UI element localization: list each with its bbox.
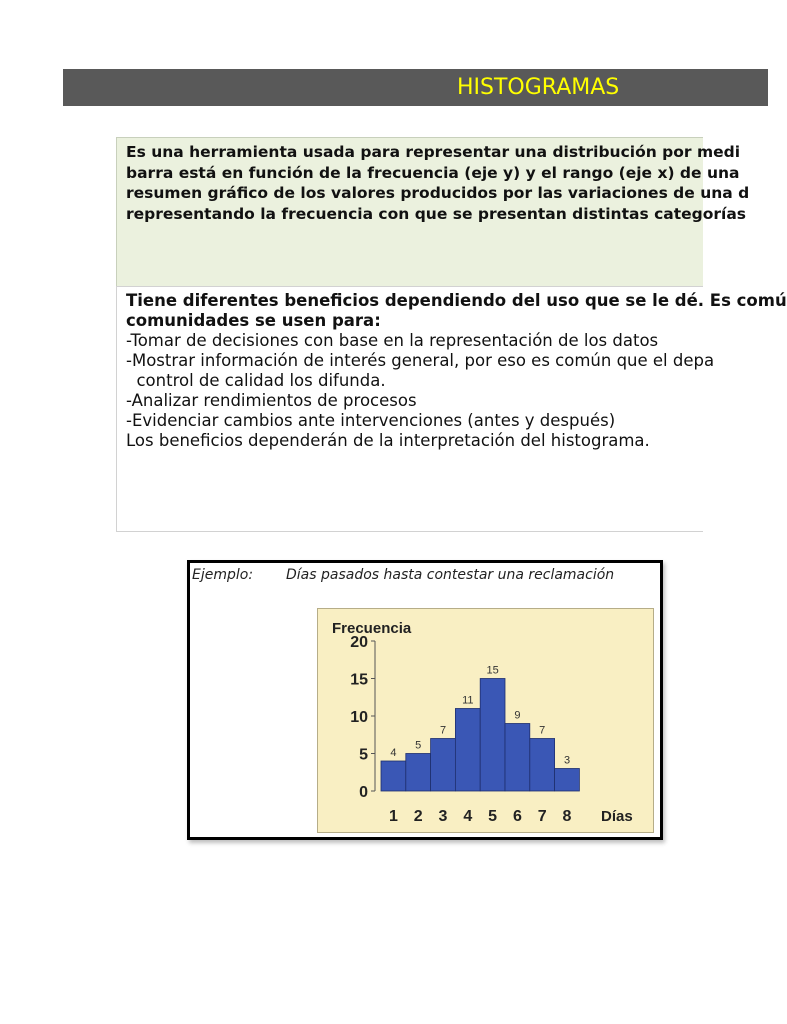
x-tick-label: 6 (512, 808, 522, 825)
bar-value-label: 11 (462, 694, 474, 707)
x-tick-label: 5 (488, 808, 498, 825)
benefits-conclusion: Los beneficios dependerán de la interpretación del histograma. (126, 431, 650, 450)
bar-value-label: 3 (563, 754, 571, 767)
benefit-item: -Tomar de decisiones con base en la representación de los datos (126, 331, 659, 350)
benefit-item: control de calidad los difunda. (126, 371, 386, 390)
histogram-svg (318, 609, 653, 832)
bar-value-label: 5 (415, 739, 422, 752)
example-label: Ejemplo: (192, 567, 254, 583)
y-tick-label: 10 (350, 709, 368, 726)
y-tick-label: 15 (350, 671, 368, 689)
example-caption: Días pasados hasta contestar una reclamación (286, 567, 615, 583)
title-bar (63, 69, 768, 106)
histogram-chart (317, 608, 654, 833)
benefit-item: -Analizar rendimientos de procesos (126, 391, 417, 410)
histogram-bar (505, 724, 530, 792)
histogram-bar (455, 709, 480, 792)
bar-value-label: 7 (439, 724, 447, 737)
x-axis-label: Días (601, 808, 633, 825)
benefit-item: -Mostrar información de interés general, por eso es común que el depa (126, 351, 715, 370)
bar-value-label: 4 (390, 747, 397, 759)
x-tick-label: 7 (537, 808, 547, 825)
bar-value-label: 9 (514, 709, 521, 722)
histogram-bar (381, 761, 406, 791)
definition-line: barra está en función de la frecuencia (eje y) y el rango (eje x) de una (126, 163, 740, 182)
bar-value-label: 7 (539, 724, 546, 737)
x-tick-label: 8 (562, 808, 572, 825)
x-tick-label: 1 (388, 808, 398, 825)
y-axis-label: Frecuencia (332, 620, 412, 637)
x-tick-label: 2 (413, 808, 423, 825)
y-tick-label: 20 (350, 634, 368, 651)
histogram-bar (406, 754, 431, 792)
definition-line: resumen gráfico de los valores producidos por las variaciones de una d (126, 184, 750, 202)
y-tick-label: 0 (359, 784, 368, 801)
definition-line: representando la frecuencia con que se presentan distintas categorías (126, 204, 747, 223)
bar-value-label: 15 (486, 664, 499, 677)
benefits-intro: comunidades se usen para: (126, 311, 381, 330)
histogram-bar (431, 739, 456, 792)
x-tick-label: 3 (438, 808, 448, 825)
x-tick-label: 4 (463, 808, 473, 825)
histogram-bar (480, 679, 505, 792)
page-title: HISTOGRAMAS (457, 75, 620, 100)
y-tick-label: 5 (359, 746, 368, 764)
example-figure (187, 560, 663, 840)
definition-line: Es una herramienta usada para representar una distribución por medi (126, 143, 741, 161)
definition-box (116, 137, 750, 287)
benefit-item: -Evidenciar cambios ante intervenciones (antes y después) (126, 411, 616, 430)
histogram-bar (555, 769, 580, 792)
histogram-bar (530, 739, 555, 792)
benefits-box (116, 286, 787, 532)
benefits-intro: Tiene diferentes beneficios dependiendo del uso que se le dé. Es comú (126, 291, 787, 310)
